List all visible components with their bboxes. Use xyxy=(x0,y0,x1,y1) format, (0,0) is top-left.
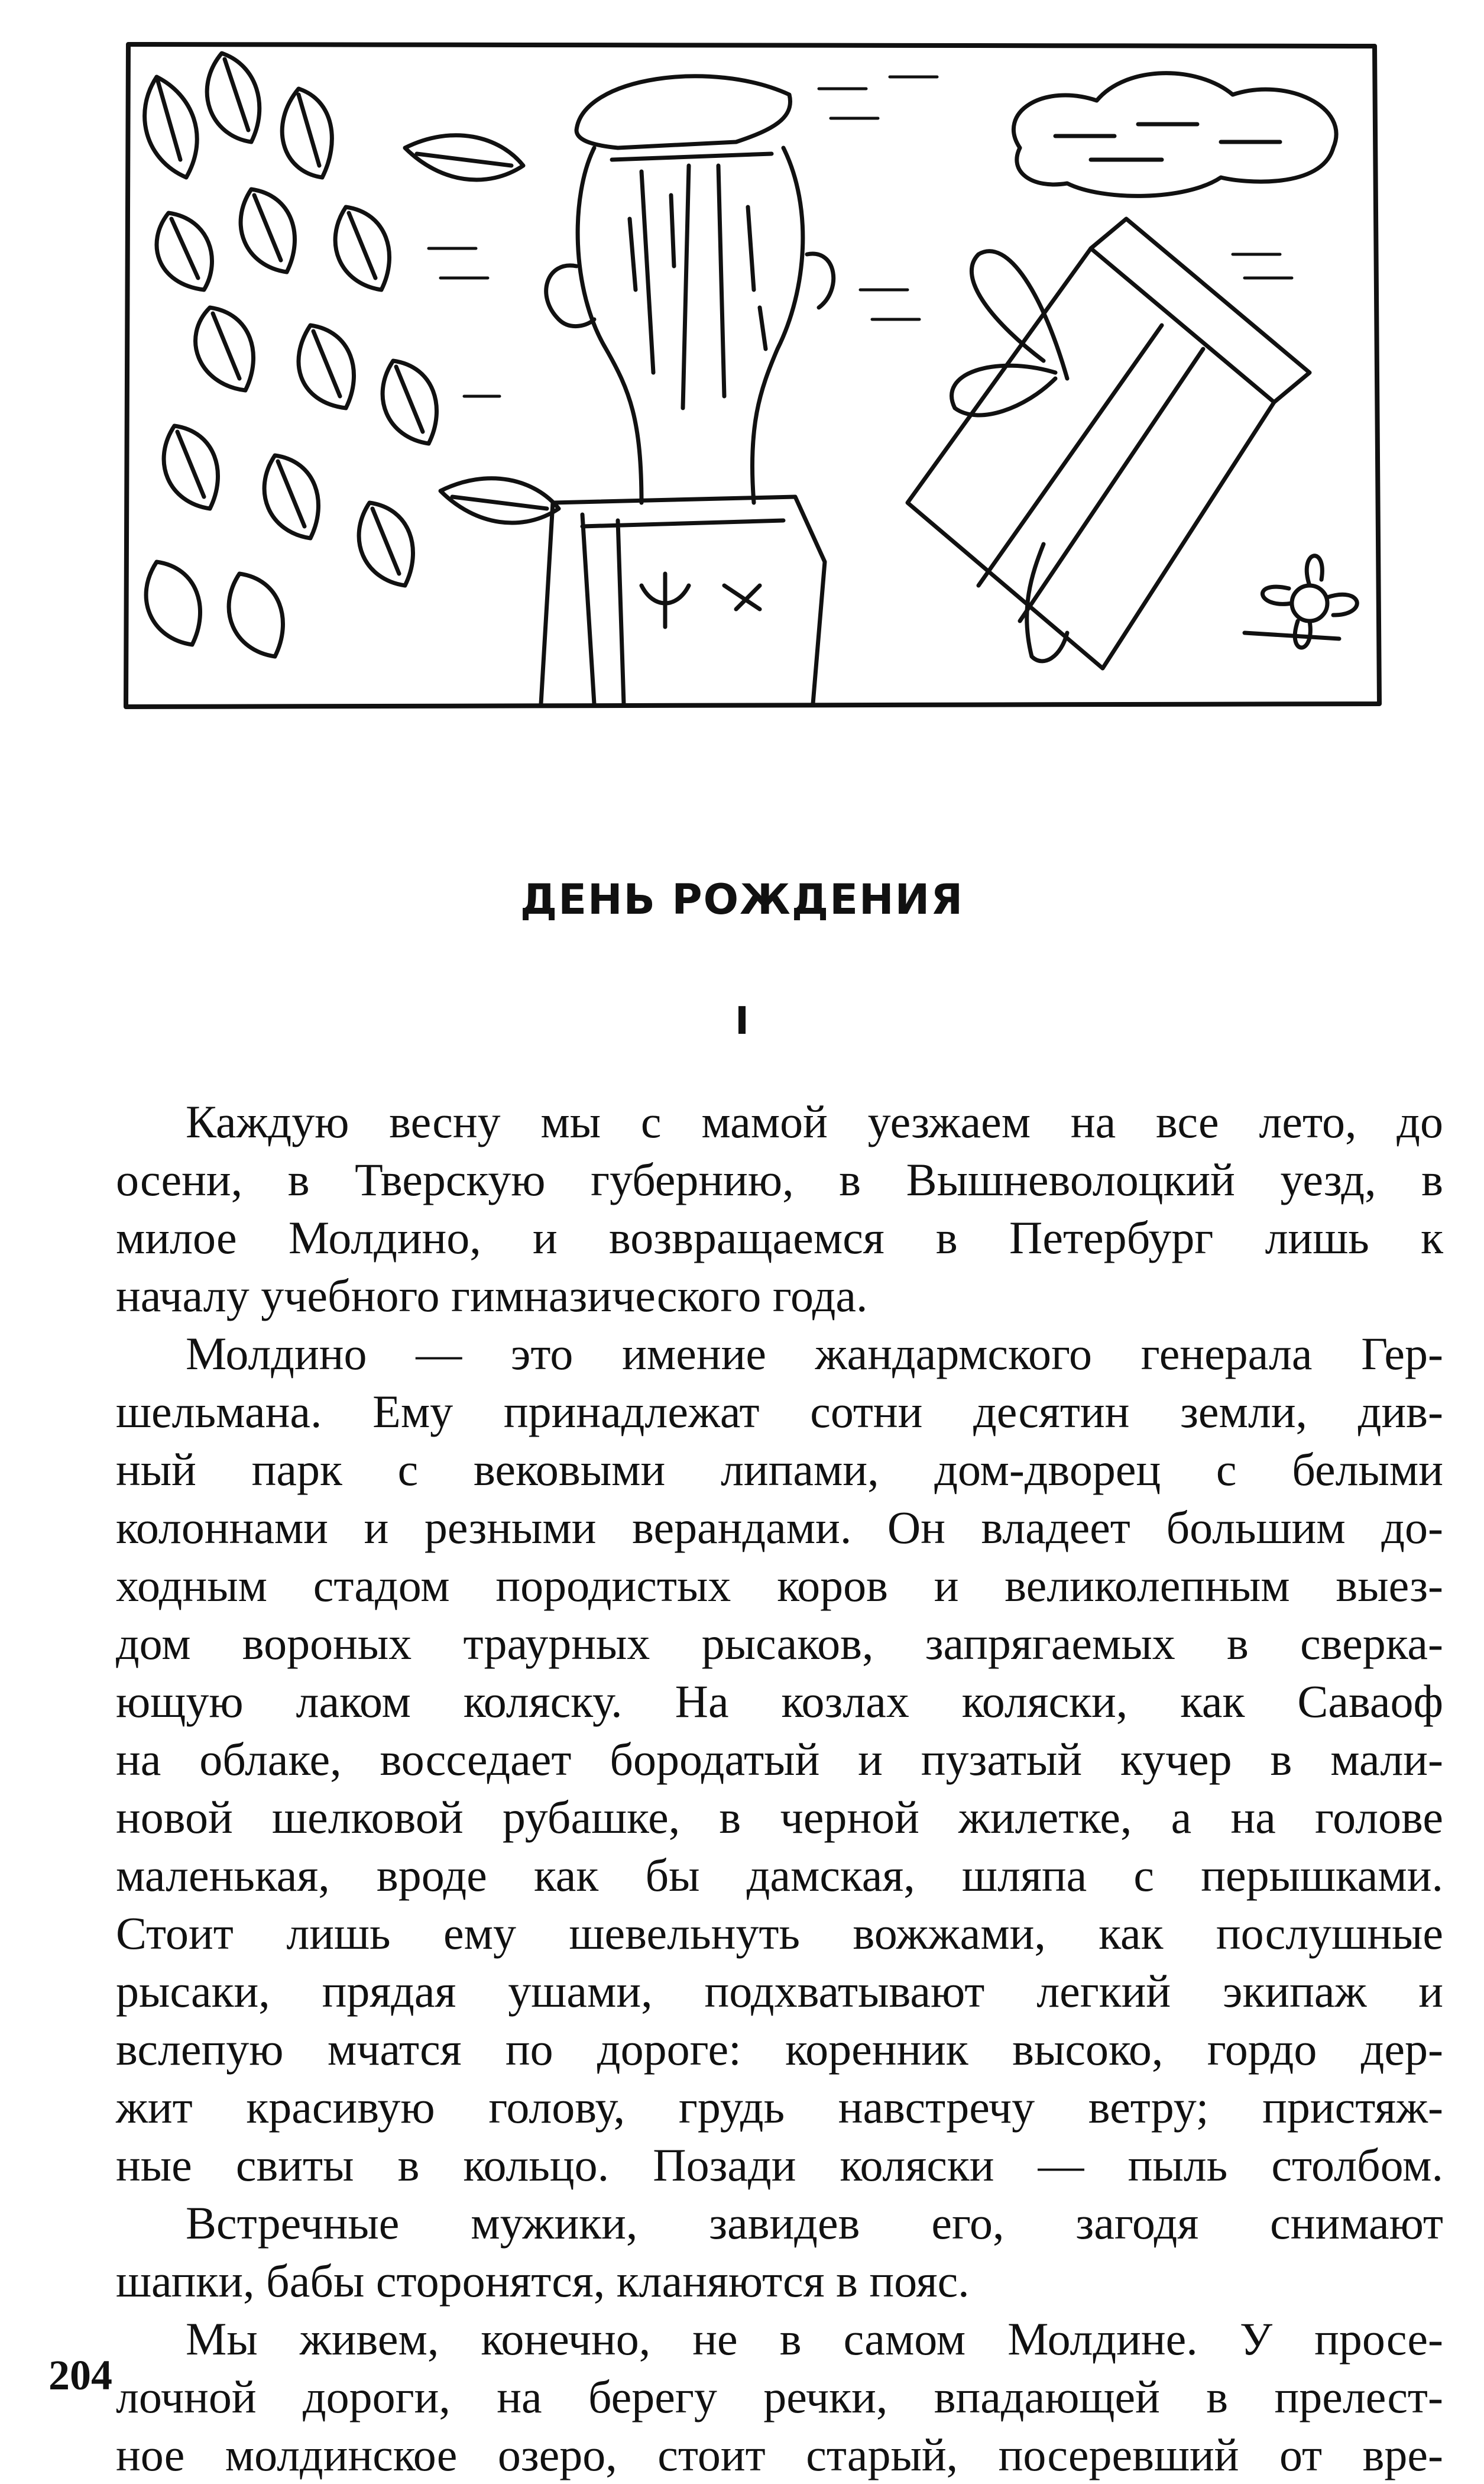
text-line: ные свиты в кольцо. Позади коляски — пыль столбом. xyxy=(116,2139,1443,2191)
text-line: ный парк с вековыми липами, дом-дворец с белыми xyxy=(116,1444,1443,1495)
section-number: I xyxy=(735,1000,749,1043)
text-line: колоннами и резными верандами. Он владеет большим до- xyxy=(116,1502,1443,1553)
text-line: маленькая, вроде как бы дамская, шляпа с перышками. xyxy=(116,1849,1443,1901)
text-line: Стоит лишь ему шевельнуть вожжами, как послушные xyxy=(116,1907,1443,1959)
text-line: Мы живем, конечно, не в самом Молдине. У просе- xyxy=(186,2313,1443,2365)
leaves-icon xyxy=(145,53,559,656)
cloud-icon xyxy=(1013,73,1336,196)
boy-figure-icon xyxy=(541,76,834,704)
text-line: новой шелковой рубашке, в черной жилетке, а на голове xyxy=(116,1791,1443,1843)
text-line: шапки, бабы сторонятся, кланяются в пояс. xyxy=(116,2255,970,2307)
text-line: Встречные мужики, завидев его, загодя снимают xyxy=(186,2197,1443,2249)
text-line: ходным стадом породистых коров и великолепным выез- xyxy=(116,1560,1443,1611)
text-line: шельмана. Ему принадлежат сотни десятин земли, див- xyxy=(116,1386,1443,1437)
text-line: лочной дороги, на берегу речки, впадающей в прелест- xyxy=(116,2371,1443,2422)
body-text xyxy=(116,1093,1443,2484)
chapter-title: ДЕНЬ РОЖДЕНИЯ xyxy=(520,875,964,924)
gift-box-icon xyxy=(908,219,1310,668)
text-line: рысаки, прядая ушами, подхватывают легкий экипаж и xyxy=(116,1965,1443,2017)
text-line: Каждую весну мы с мамой уезжаем на все лето, до xyxy=(186,1096,1443,1147)
text-line: Молдино — это имение жандармского генерала Гер- xyxy=(186,1328,1443,1379)
text-line: осени, в Тверскую губернию, в Вышневолоцкий уезд, в xyxy=(116,1154,1443,1205)
text-line: началу учебного гимназического года. xyxy=(116,1270,868,1321)
text-line: ное молдинское озеро, стоит старый, посеревший от вре- xyxy=(116,2429,1443,2480)
text-line: вслепую мчатся по дороге: коренник высоко, гордо дер- xyxy=(116,2023,1443,2075)
boy-with-gift-illustration xyxy=(121,41,1383,710)
text-line: на облаке, восседает бородатый и пузатый кучер в мали- xyxy=(116,1733,1443,1785)
text-line: жит красивую голову, грудь навстречу ветру; пристяж- xyxy=(116,2081,1443,2133)
text-line: дом вороных траурных рысаков, запрягаемых в сверка- xyxy=(116,1618,1443,1669)
text-line: ющую лаком коляску. На козлах коляски, как Саваоф xyxy=(116,1676,1443,1727)
flower-icon xyxy=(1245,556,1357,648)
page-number: 204 xyxy=(48,2352,112,2399)
text-line: милое Молдино, и возвращаемся в Петербург лишь к xyxy=(116,1212,1443,1263)
